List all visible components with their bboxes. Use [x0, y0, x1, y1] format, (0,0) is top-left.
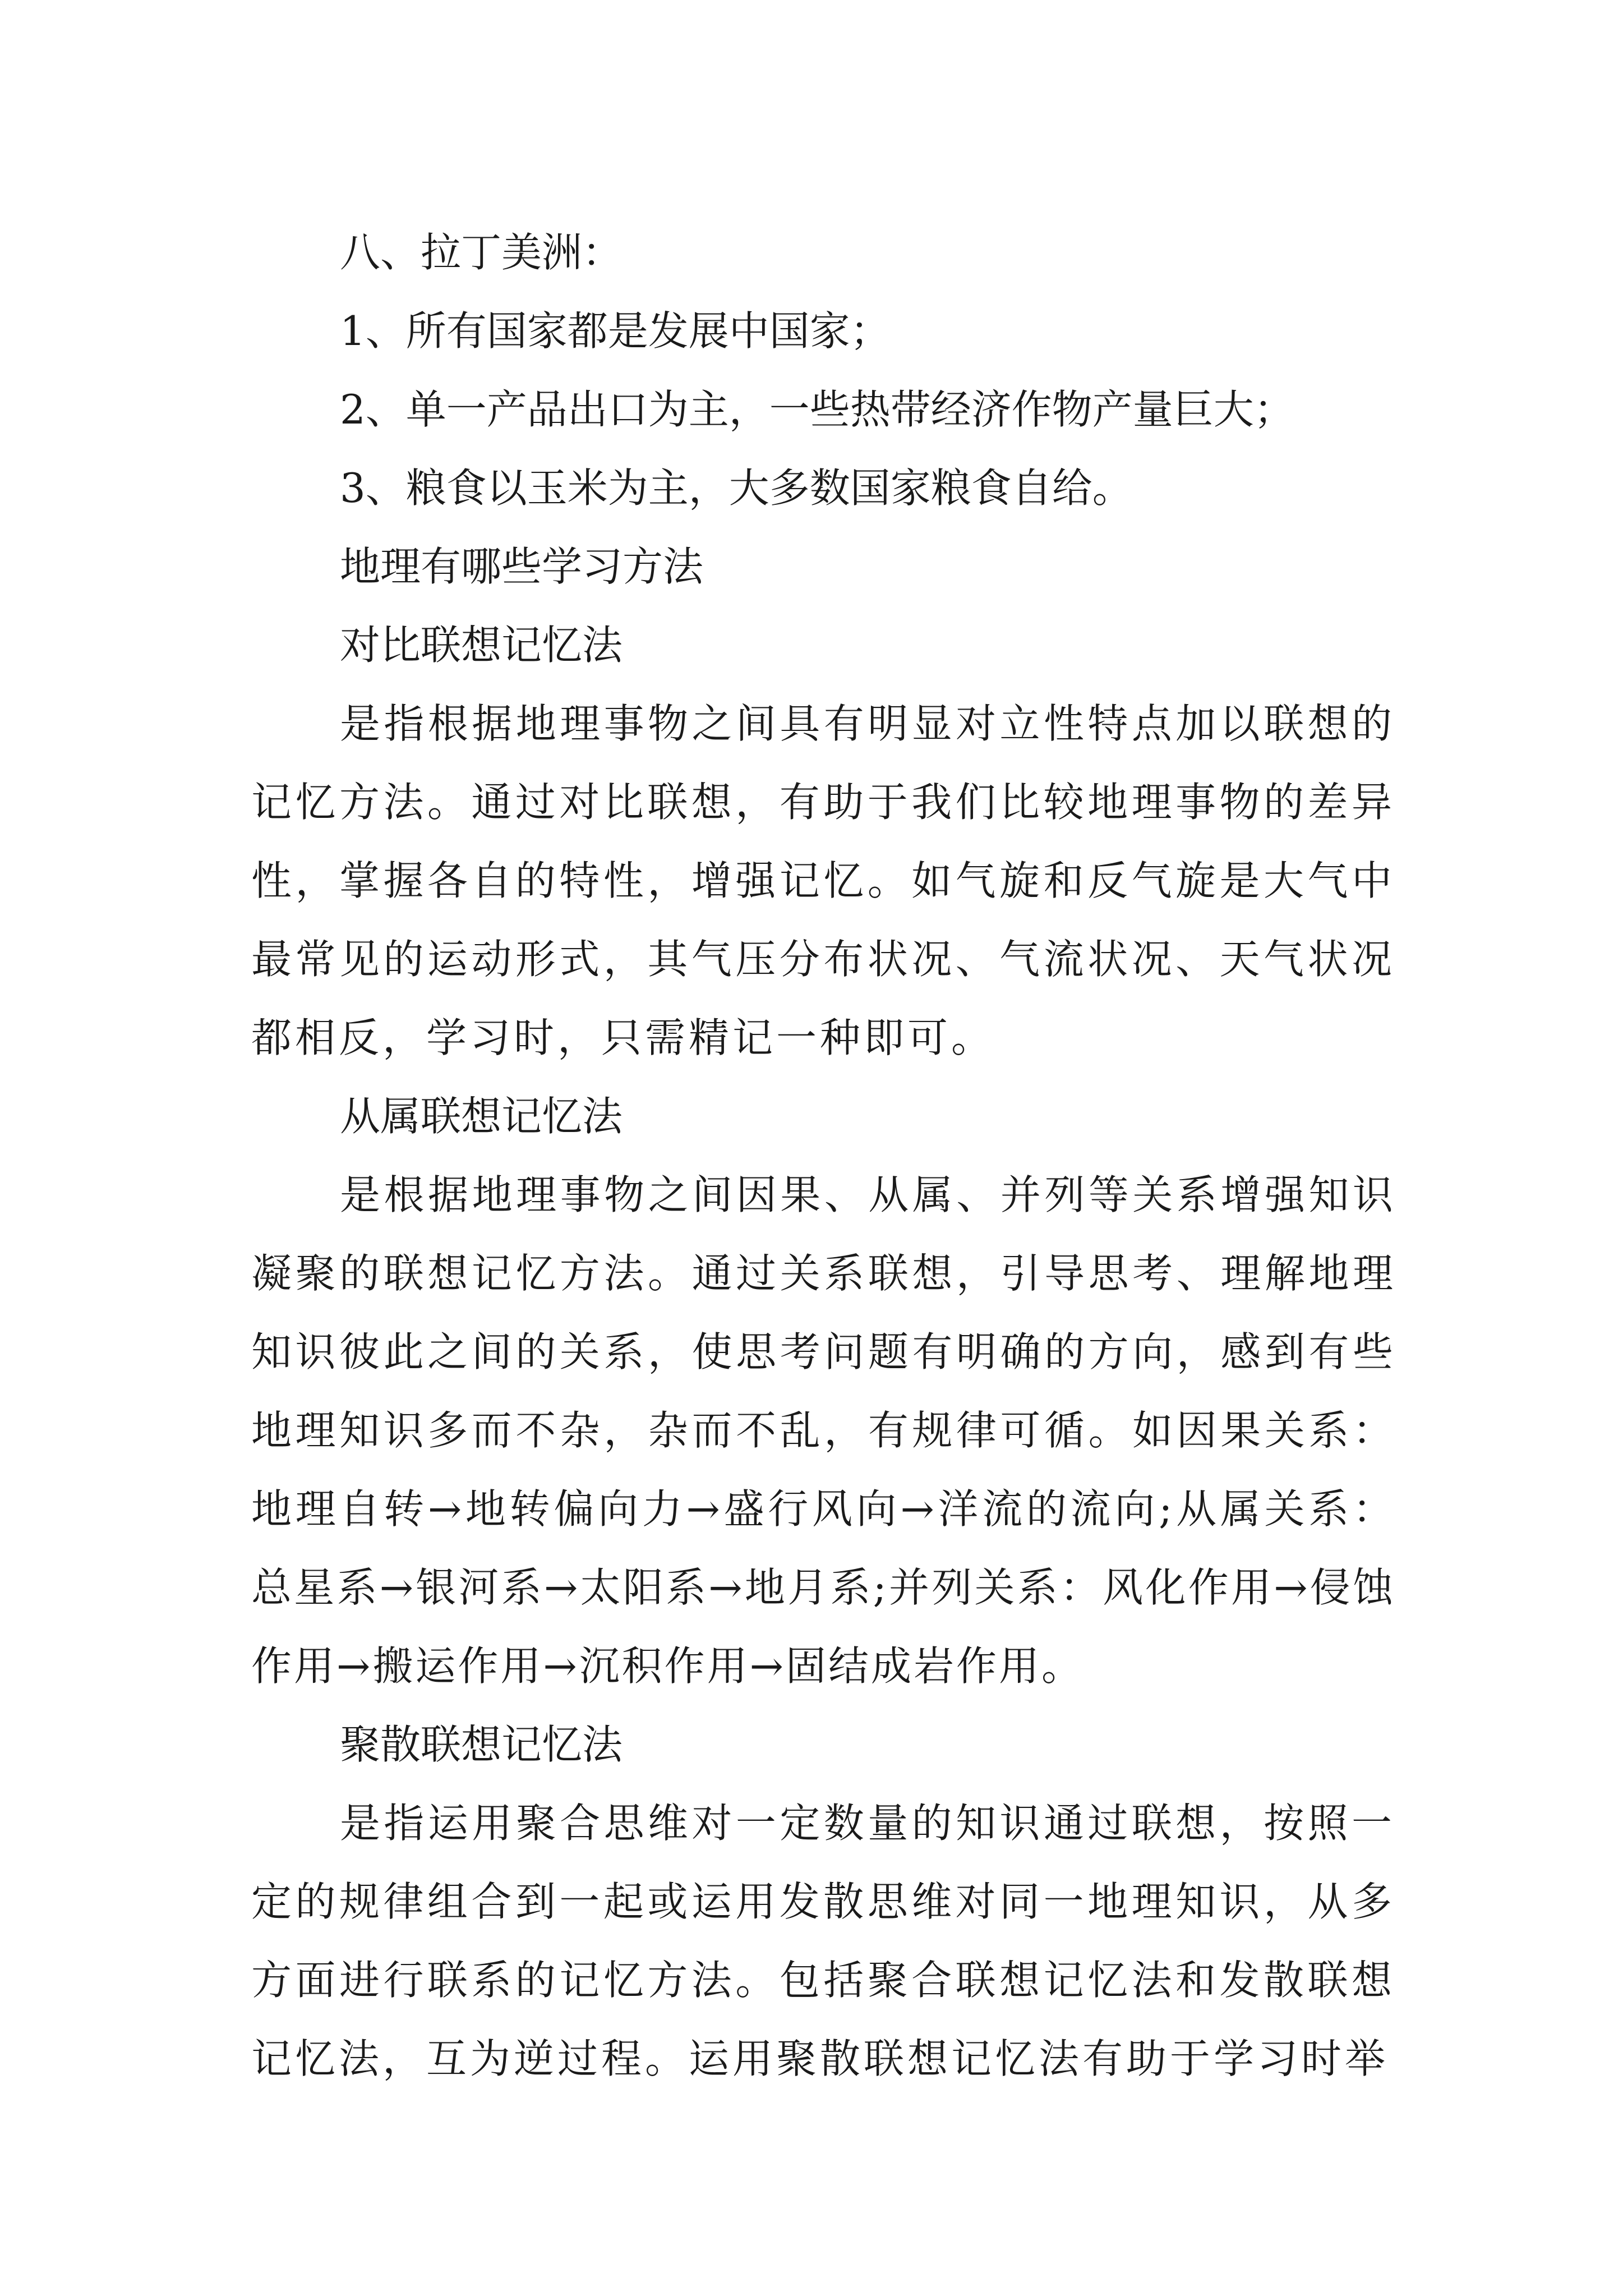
document-page — [251, 213, 1395, 2098]
method-body: 是根据地理事物之间因果、从属、并列等关系增强知识凝聚的联想记忆方法。通过关系联想，引导思考、理解地理知识彼此之间的关系，使思考问题有明确的方向，感到有些地理知识多而不杂，杂而不乱，有规律可循。如因果关系：地理自转→地转偏向力→盛行风向→洋流的流向;从属关系：总星系→银河系→太阳系→地月系;并列关系：风化作用→侵蚀作用→搬运作用→沉积作用→固结成岩作用。 — [251, 1171, 1395, 1690]
list-item: 1、所有国家都是发展中国家； — [340, 307, 891, 355]
method-title: 聚散联想记忆法 — [340, 1721, 623, 1768]
method-title: 对比联想记忆法 — [340, 622, 623, 669]
methods-heading: 地理有哪些学习方法 — [340, 543, 704, 590]
section-title: 八、拉丁美洲： — [340, 229, 623, 276]
list-item: 2、单一产品出口为主，一些热带经济作物产量巨大； — [340, 386, 1294, 433]
method-body: 是指运用聚合思维对一定数量的知识通过联想，按照一定的规律组合到一起或运用发散思维对同一地理知识，从多方面进行联系的记忆方法。包括聚合联想记忆法和发散联想记忆法，互为逆过程。运用聚散联想记忆法有助于学习时举 — [251, 1800, 1395, 2082]
method-body: 是指根据地理事物之间具有明显对立性特点加以联想的记忆方法。通过对比联想，有助于我们比较地理事物的差异性，掌握各自的特性，增强记忆。如气旋和反气旋是大气中最常见的运动形式，其气压分布状况、气流状况、天气状况都相反，学习时，只需精记一种即可。 — [251, 700, 1395, 1061]
list-item: 3、粮食以玉米为主，大多数国家粮食自给。 — [340, 464, 1133, 512]
method-title: 从属联想记忆法 — [340, 1093, 623, 1140]
